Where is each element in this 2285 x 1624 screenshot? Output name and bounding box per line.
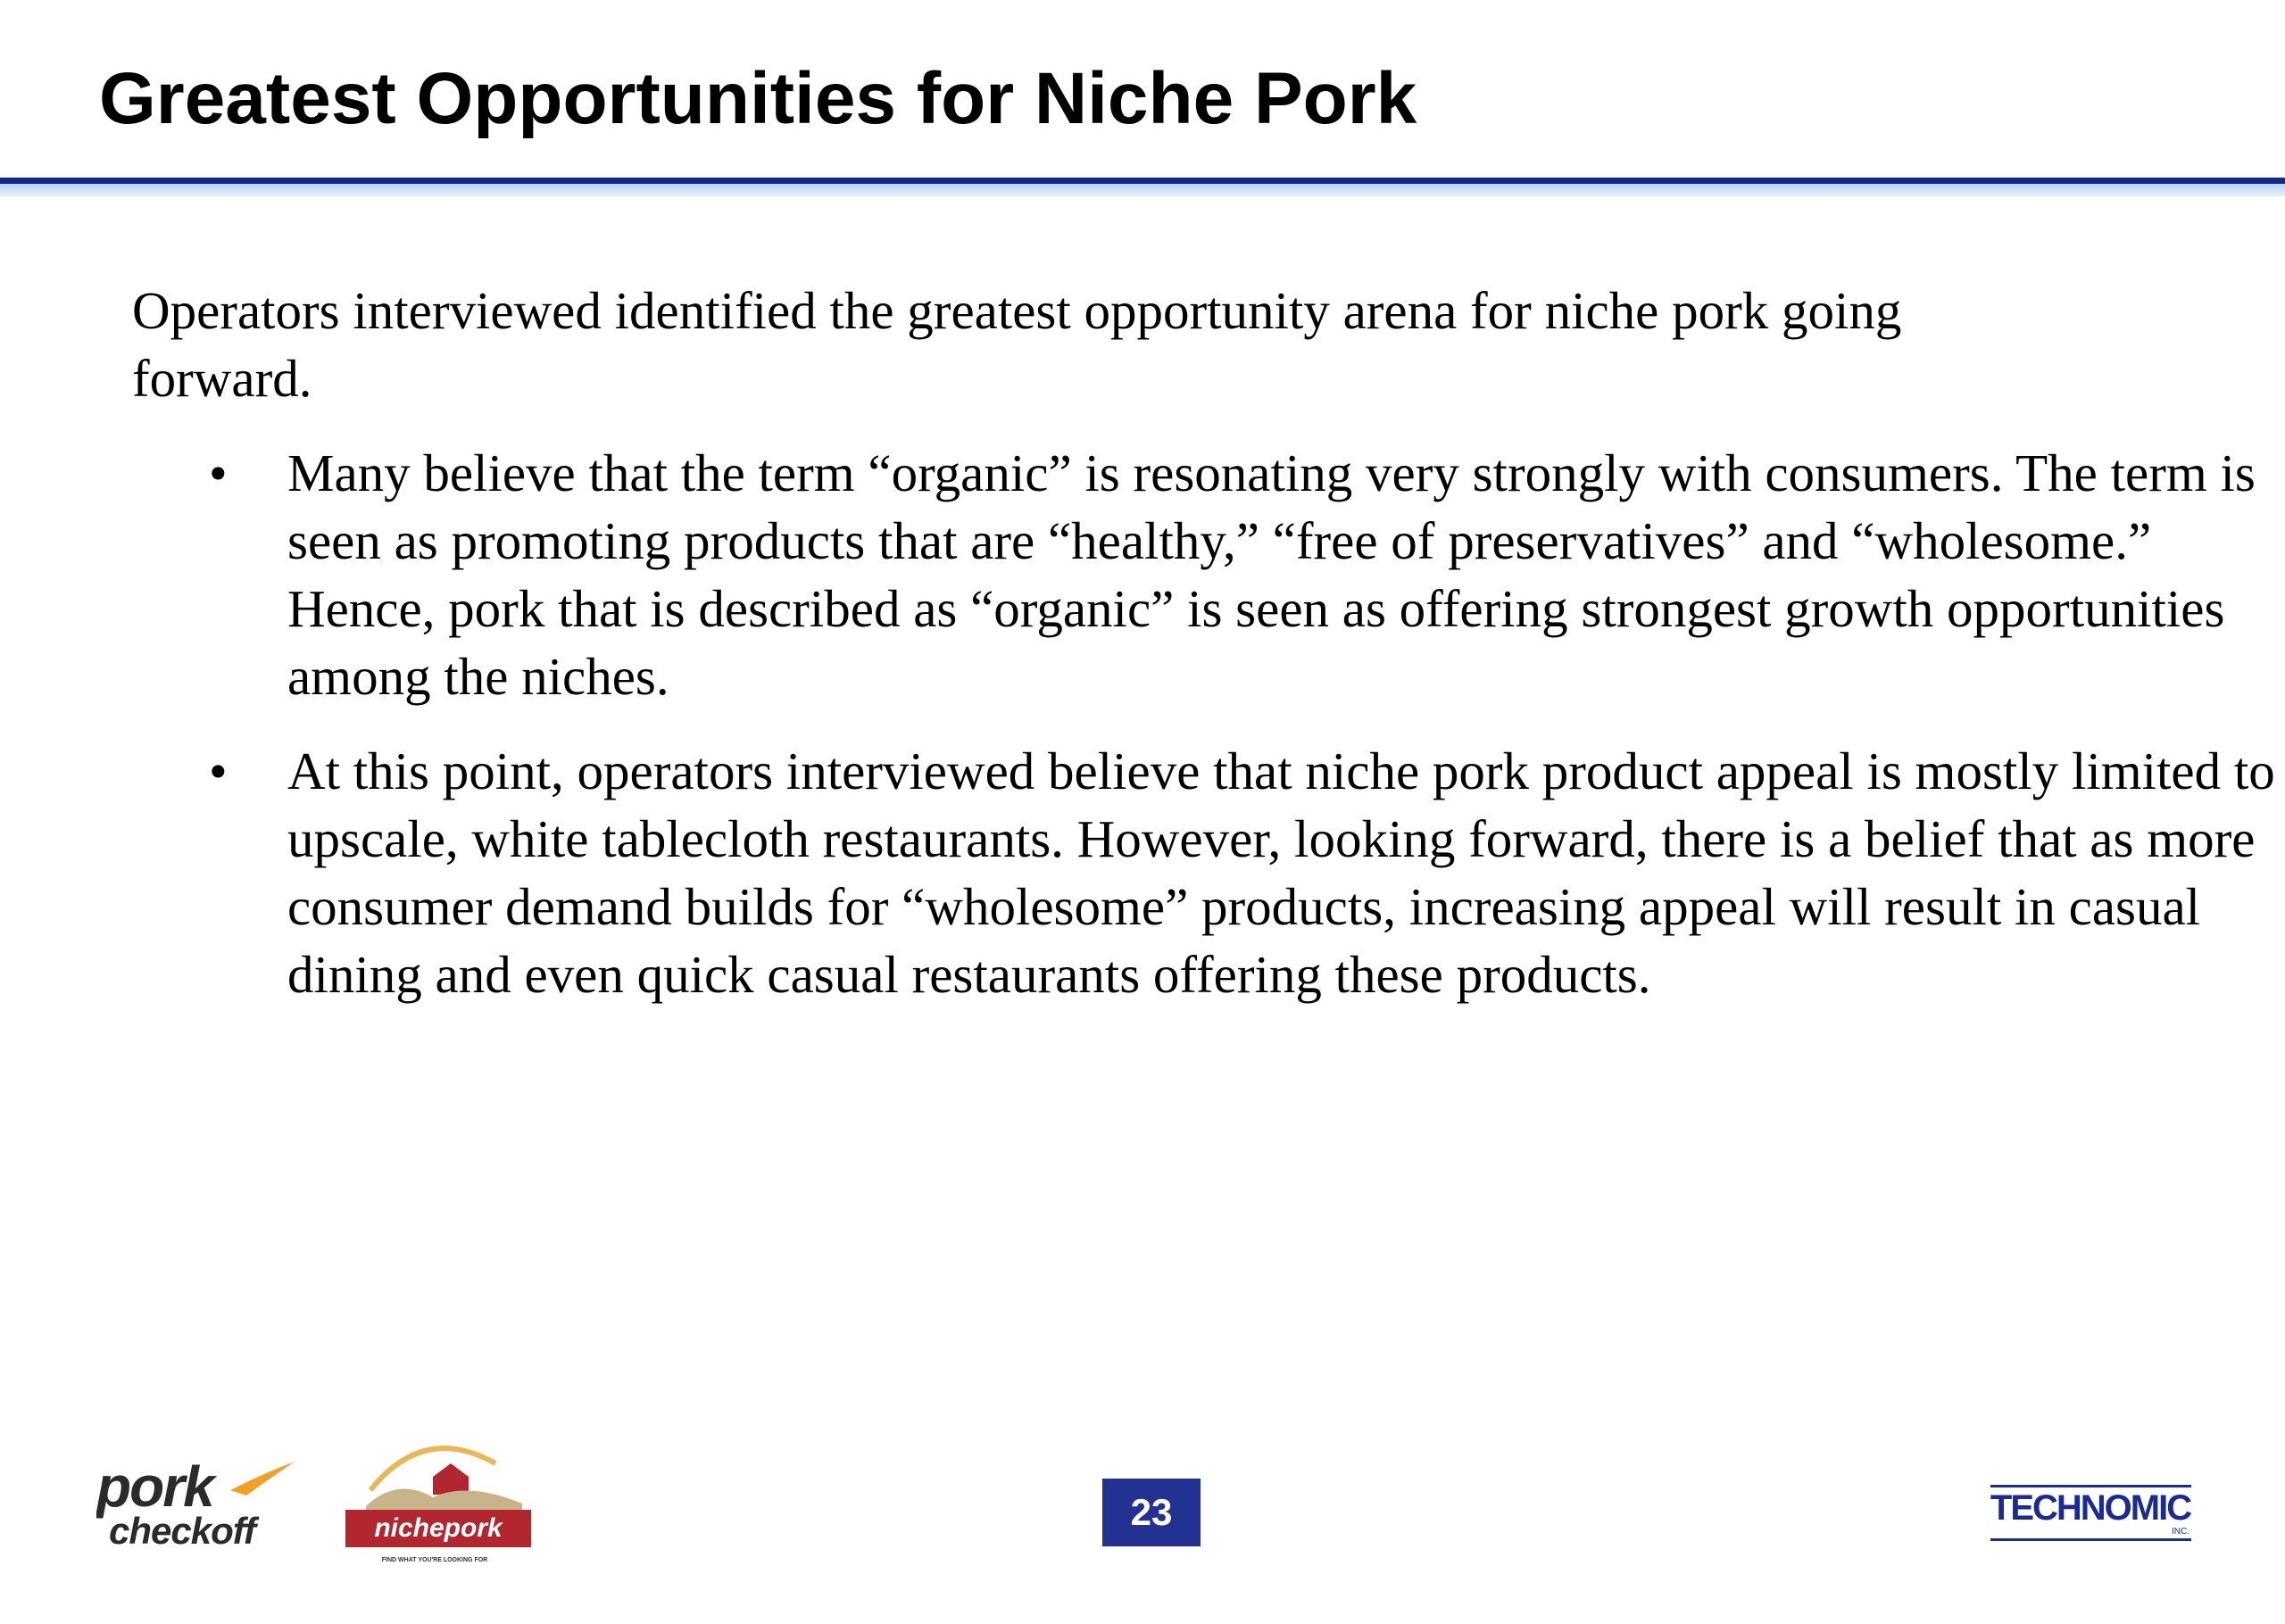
- niche-pork-wordmark: nichepork: [374, 1513, 503, 1543]
- title-rule: [0, 178, 2285, 184]
- title-rule-glow: [0, 184, 2285, 196]
- bullet-dot-icon: •: [209, 443, 228, 502]
- intro-paragraph: Operators interviewed identified the greatest opportunity arena for niche pork going forward.: [132, 281, 1902, 408]
- technomic-inc-label: INC.: [2172, 1527, 2189, 1537]
- page-number-badge: 23: [1102, 1479, 1201, 1546]
- bullet-dot-icon: •: [209, 742, 228, 800]
- bullet-list: [132, 439, 2275, 1008]
- pork-checkoff-word-pork: pork: [96, 1454, 213, 1519]
- bullet-item: [132, 439, 2285, 710]
- niche-pork-tagline: FIND WHAT YOU'RE LOOKING FOR: [381, 1557, 488, 1563]
- bullet-text: At this point, operators interviewed believe that niche pork product appeal is mostly limited to upscale, white tablecloth restaurants. However, looking forward, there is a belief that as more consumer demand builds for “wholesome” products, increasing appeal will result in casual dining and even quick casual restaurants offering these products.: [287, 742, 2275, 1004]
- pork-checkoff-swoosh-icon: [230, 1462, 295, 1496]
- niche-pork-barn-icon: [433, 1463, 469, 1495]
- technomic-logo: [1986, 1479, 2200, 1551]
- bullet-item: [132, 737, 2285, 1008]
- technomic-bottom-rule: [1990, 1538, 2191, 1541]
- bullet-text: Many believe that the term “organic” is resonating very strongly with consumers. The term is seen as promoting products that are “healthy,” “free of preservatives” and “wholesome.” Hence, pork that is described as “organic” is seen as offering strongest growth opportunities among the niches.: [287, 443, 2256, 706]
- niche-pork-logo: [344, 1428, 536, 1570]
- slide-title: Greatest Opportunities for Niche Pork: [99, 58, 1417, 139]
- pork-checkoff-word-checkoff: checkoff: [109, 1510, 255, 1552]
- technomic-top-rule: [1990, 1485, 2191, 1487]
- pork-checkoff-logo: [96, 1454, 302, 1553]
- slide-footer: [0, 1410, 2285, 1624]
- technomic-wordmark: TECHNOMIC: [1990, 1488, 2191, 1528]
- slide-body: [132, 277, 2275, 1035]
